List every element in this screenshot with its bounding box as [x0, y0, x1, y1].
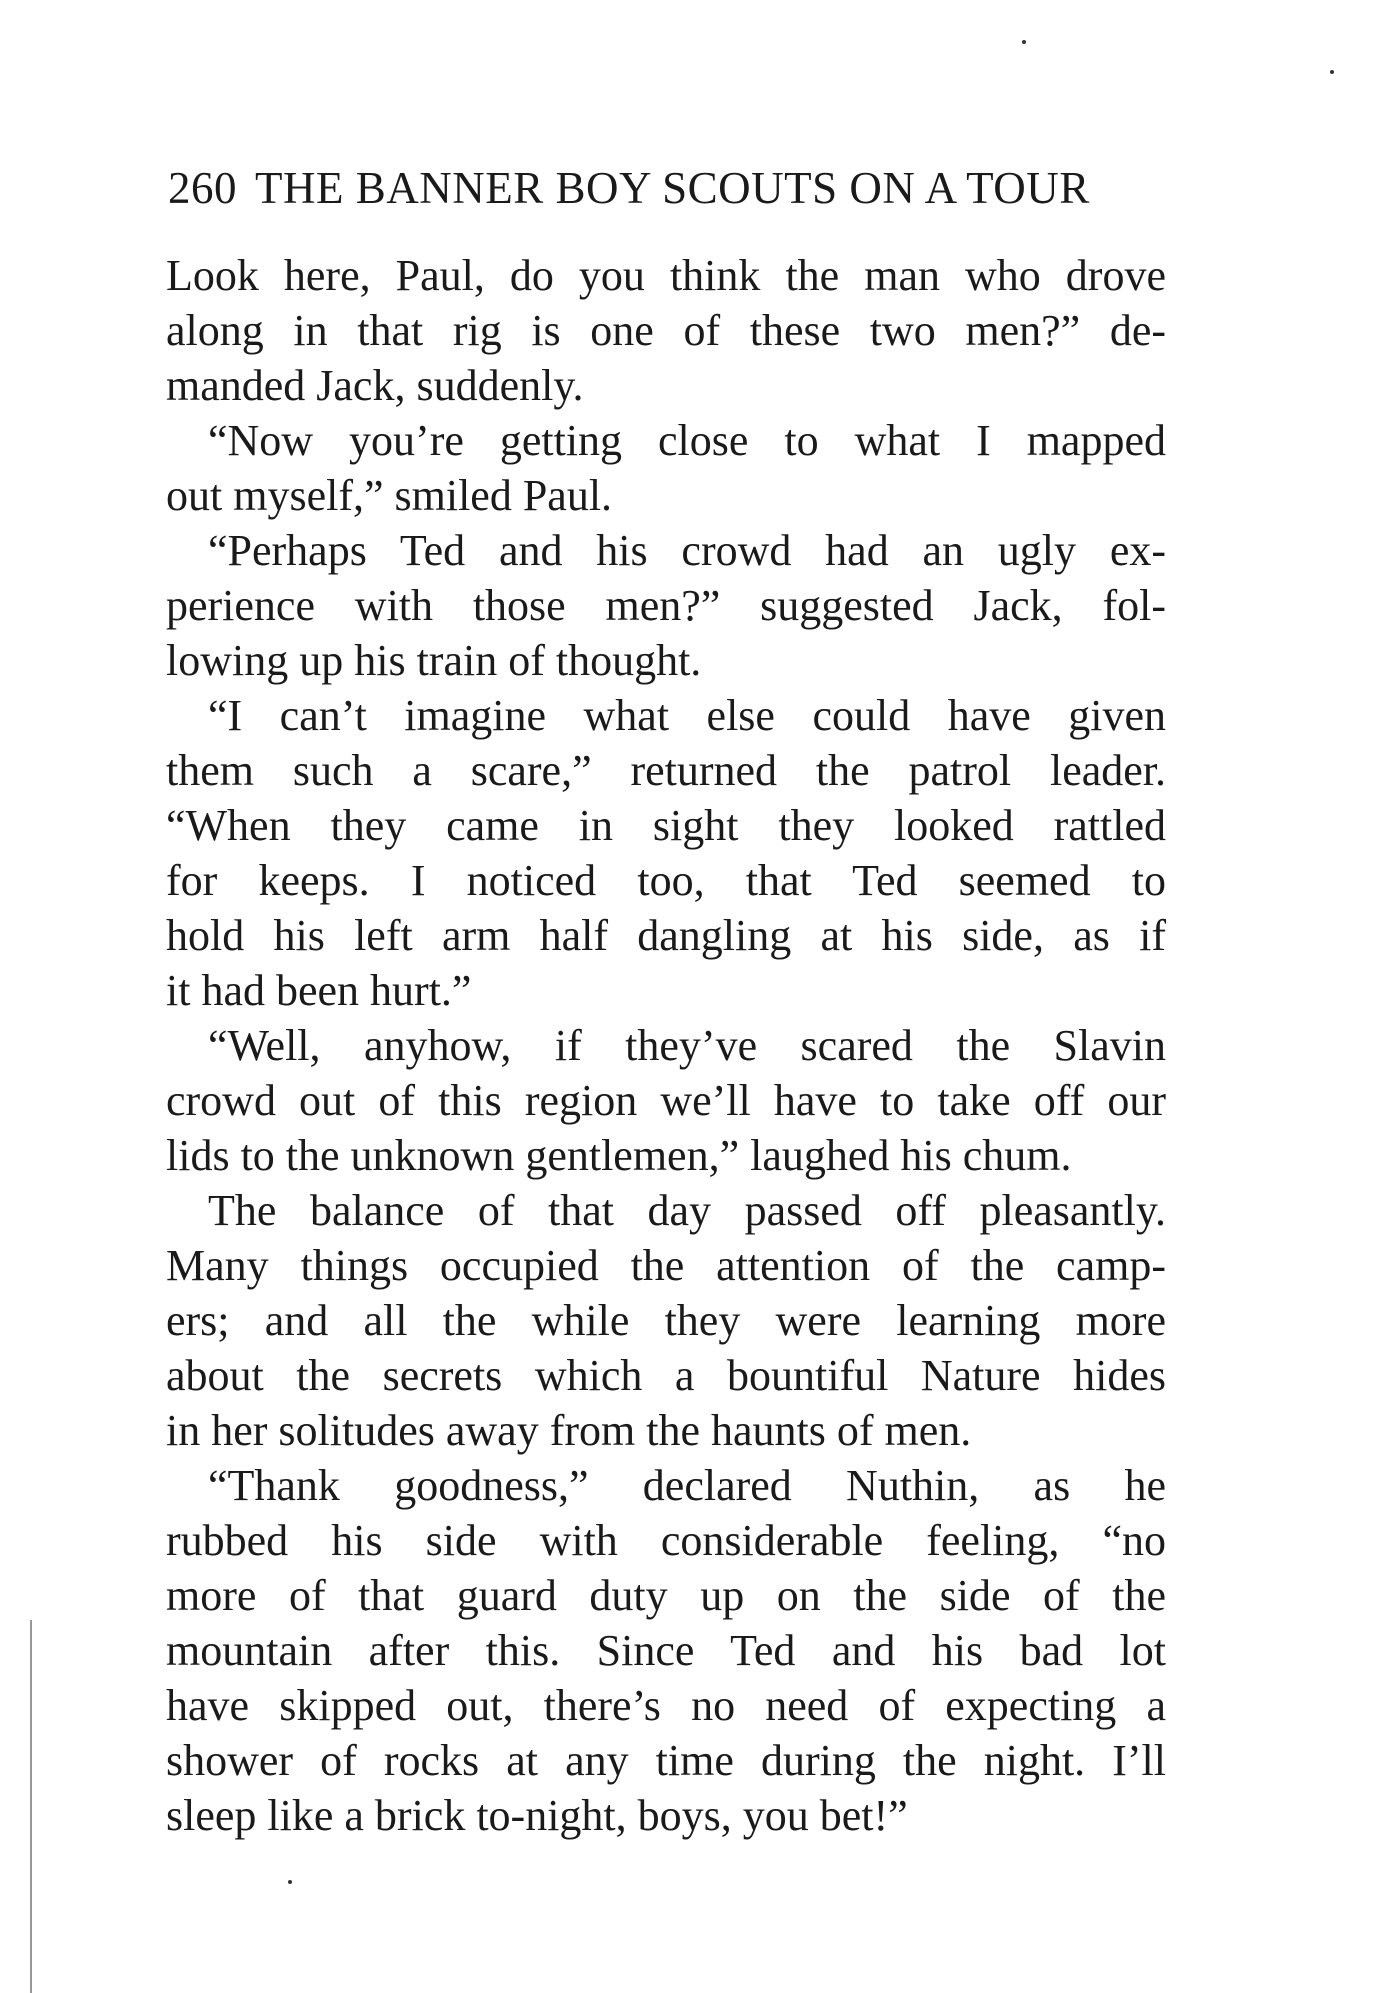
print-speck	[1330, 70, 1334, 74]
gutter-edge-line	[30, 1620, 32, 1993]
text-line: “When they came in sight they looked rattled	[166, 801, 1166, 850]
text-line: “Thank goodness,” declared Nuthin, as he	[208, 1461, 1166, 1510]
text-line: have skipped out, there’s no need of expecting a	[166, 1681, 1166, 1730]
text-line: lowing up his train of thought.	[166, 636, 702, 685]
text-line: mountain after this. Since Ted and his bad lot	[166, 1626, 1166, 1675]
text-line: out myself,” smiled Paul.	[166, 471, 613, 520]
text-line: them such a scare,” returned the patrol leader.	[166, 746, 1166, 795]
text-line: “I can’t imagine what else could have given	[208, 691, 1166, 740]
text-line: lids to the unknown gentlemen,” laughed his chum.	[166, 1131, 1072, 1180]
print-speck	[288, 1880, 292, 1884]
text-line: sleep like a brick to-night, boys, you bet!”	[166, 1791, 908, 1840]
text-line: ers; and all the while they were learning more	[166, 1296, 1166, 1345]
text-line: “Well, anyhow, if they’ve scared the Slavin	[208, 1021, 1166, 1070]
body-text	[166, 248, 1166, 1843]
text-line: manded Jack, suddenly.	[166, 361, 584, 410]
text-line: along in that rig is one of these two men?” de-	[166, 306, 1166, 355]
text-line: Look here, Paul, do you think the man who drove	[166, 251, 1166, 300]
text-line: for keeps. I noticed too, that Ted seemed to	[166, 856, 1166, 905]
text-line: crowd out of this region we’ll have to take off our	[166, 1076, 1166, 1125]
text-line: “Perhaps Ted and his crowd had an ugly ex-	[208, 526, 1166, 575]
text-line: more of that guard duty up on the side of the	[166, 1571, 1166, 1620]
running-head	[168, 160, 1168, 216]
text-line: in her solitudes away from the haunts of men.	[166, 1406, 972, 1455]
book-title: THE BANNER BOY SCOUTS ON A TOUR	[255, 163, 1090, 213]
text-line: “Now you’re getting close to what I mapped	[208, 416, 1166, 465]
text-line: about the secrets which a bountiful Nature hides	[166, 1351, 1166, 1400]
text-line: perience with those men?” suggested Jack, fol-	[166, 581, 1166, 630]
page-number: 260	[168, 163, 237, 213]
text-line: rubbed his side with considerable feeling, “no	[166, 1516, 1166, 1565]
text-line: it had been hurt.”	[166, 966, 472, 1015]
text-line: The balance of that day passed off pleasantly.	[208, 1186, 1166, 1235]
text-line: hold his left arm half dangling at his side, as if	[166, 911, 1166, 960]
text-line: Many things occupied the attention of the camp-	[166, 1241, 1166, 1290]
text-line: shower of rocks at any time during the night. I’ll	[166, 1736, 1166, 1785]
print-speck	[1022, 40, 1026, 44]
